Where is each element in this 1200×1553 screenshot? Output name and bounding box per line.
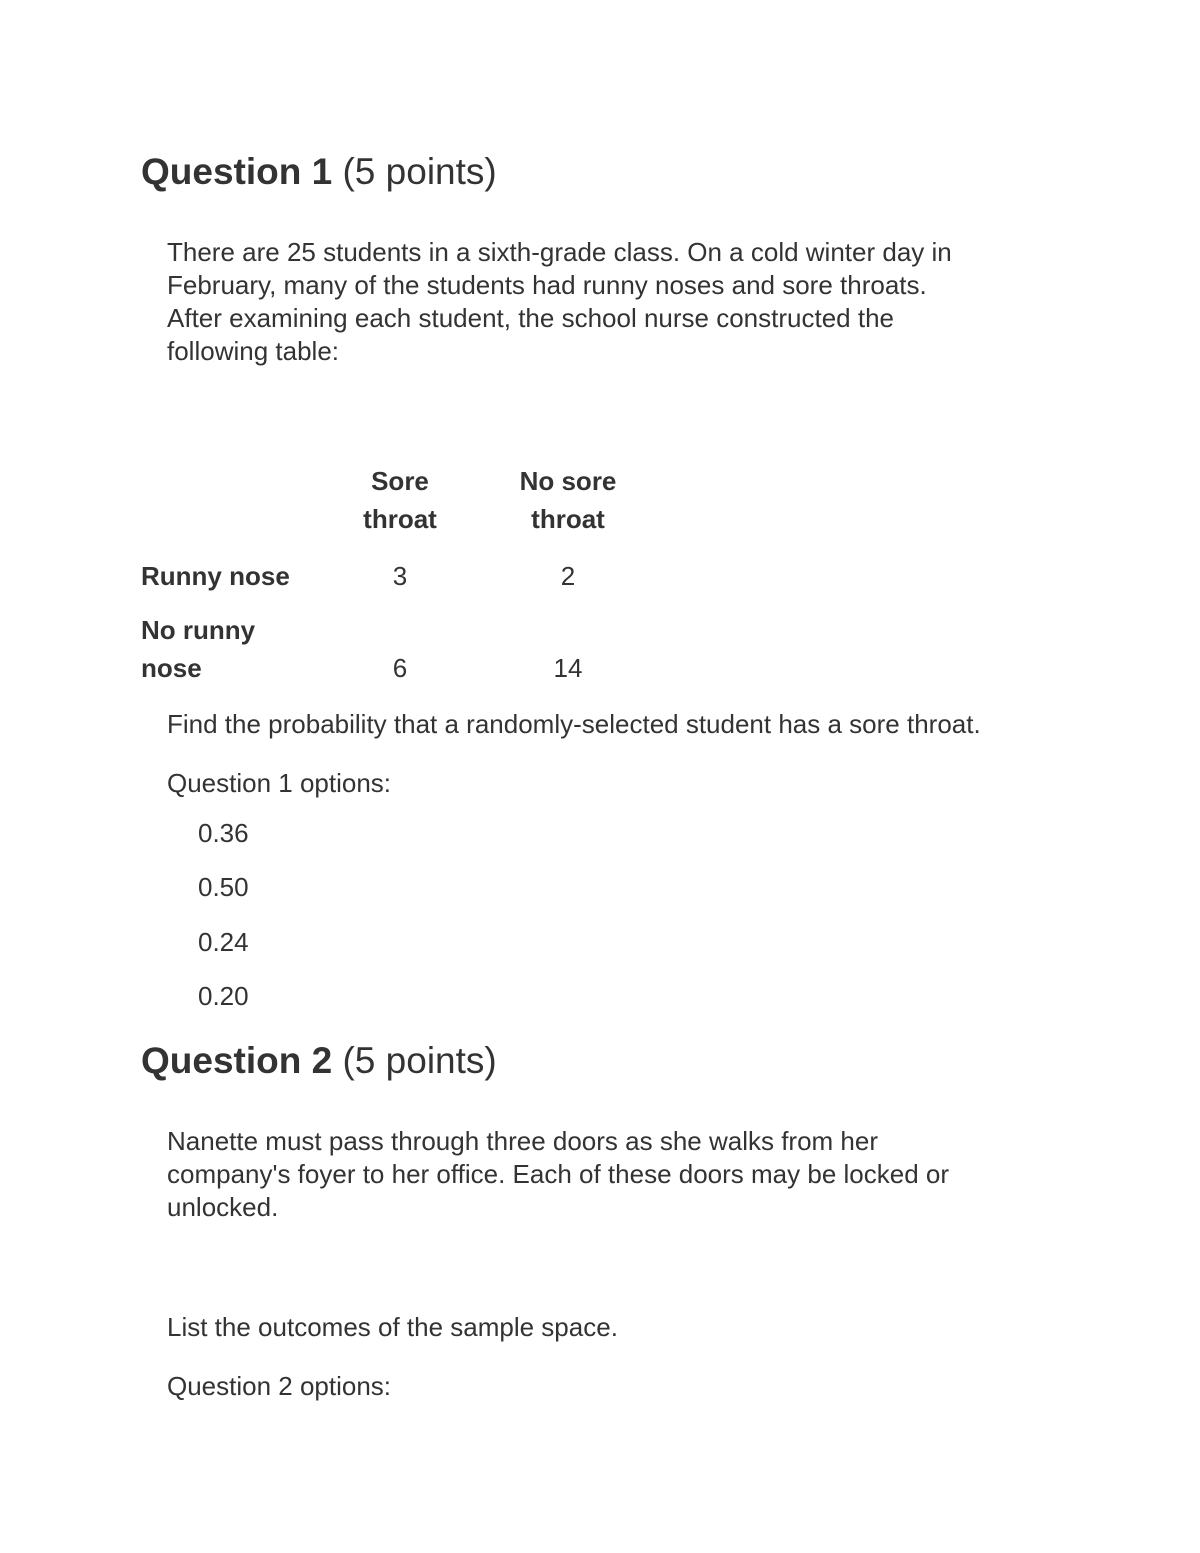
answer-option[interactable]: 0.36 [198,818,249,848]
answer-option[interactable]: 0.20 [198,981,249,1011]
row-header-runny-nose: Runny nose [141,561,290,591]
table-cell: 14 [553,653,583,683]
prompt-line: After examining each student, the school nurse constructed the [167,303,894,333]
question-2-text: List the outcomes of the sample space. [167,1312,618,1342]
prompt-line: unlocked. [167,1192,279,1222]
prompt-line: Nanette must pass through three doors as she walks from her [167,1126,879,1156]
question-2-title [141,1039,497,1083]
answer-option[interactable]: 0.50 [198,872,249,902]
prompt-line: following table: [167,336,339,366]
question-2-number: Question 2 [141,1040,333,1081]
prompt-line: February, many of the students had runny noses and sore throats. [167,270,927,300]
row-header-no-runny-nose: No runny nose [141,615,256,683]
question-2-points: (5 points) [342,1040,497,1081]
table-cell: 6 [392,653,408,683]
prompt-line: company's foyer to her office. Each of these doors may be locked or [167,1159,950,1189]
col-header-sore-throat: Sore throat [363,466,437,534]
table-cell: 3 [392,561,408,591]
col-header-no-sore-throat: No sore throat [519,466,617,534]
question-1-title [141,150,497,194]
question-2-options-label: Question 2 options: [167,1371,392,1401]
question-1-prompt [167,236,1067,368]
question-1-text: Find the probability that a randomly-selected student has a sore throat. [167,709,981,739]
prompt-line: There are 25 students in a sixth-grade class. On a cold winter day in [167,237,952,267]
table-cell: 2 [560,561,576,591]
answer-option[interactable]: 0.24 [198,927,249,957]
question-2-prompt [167,1125,1067,1224]
question-1-number: Question 1 [141,151,333,192]
question-1-options-label: Question 1 options: [167,768,392,798]
question-1-points: (5 points) [342,151,497,192]
